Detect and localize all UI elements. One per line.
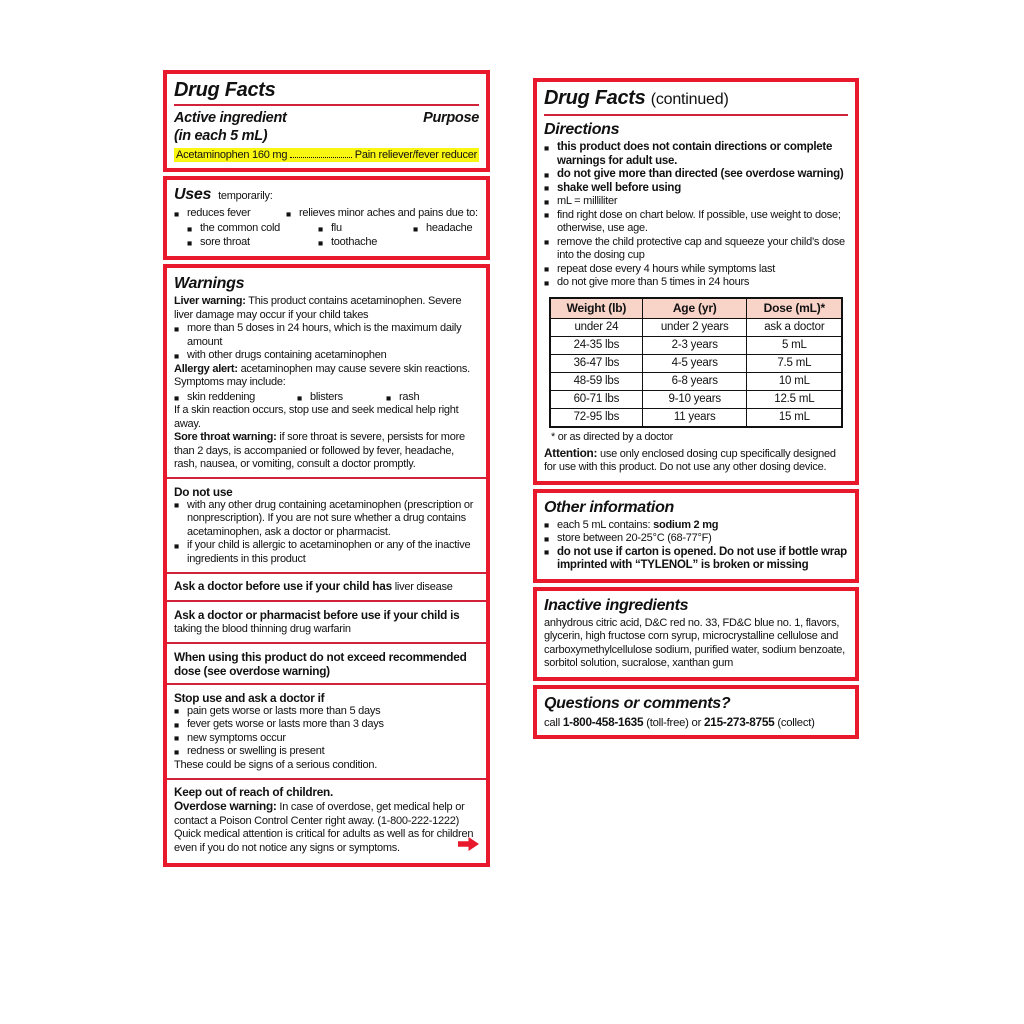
- uses-box: [163, 176, 490, 260]
- table-row: [550, 372, 843, 390]
- uses-subheading: temporarily:: [218, 190, 273, 202]
- title-rule: [544, 114, 848, 116]
- table-cell: under 2 years: [643, 318, 747, 336]
- table-header-weight: Weight (lb): [550, 298, 643, 319]
- table-cell: under 24: [550, 318, 643, 336]
- list-item: ■ repeat dose every 4 hours while symptoms last: [544, 263, 848, 277]
- liver-warning-bullets: [174, 322, 479, 363]
- list-item: ■ more than 5 doses in 24 hours, which is the maximum daily amount: [174, 322, 479, 349]
- allergy-symptoms-row: ■ skin reddening ■ blisters ■ rash: [174, 390, 479, 405]
- list-item: ■ fever gets worse or lasts more than 3 days: [174, 718, 479, 732]
- keep-out-section: [174, 784, 479, 858]
- list-item: ■ new symptoms occur: [174, 732, 479, 746]
- drug-facts-continued-title: Drug Facts (continued): [544, 87, 729, 109]
- other-information-box: [533, 489, 859, 583]
- ask-pharmacist-section: [174, 606, 479, 638]
- section-divider: [167, 572, 486, 574]
- table-row: [550, 336, 843, 354]
- purpose-value: Pain reliever/fever reducer: [354, 149, 477, 161]
- inactive-ingredients-heading: Inactive ingredients: [544, 596, 689, 614]
- ingredient-name: Acetaminophen 160 mg: [176, 149, 288, 161]
- warnings-box: [163, 264, 490, 868]
- sodium-amount: sodium 2 mg: [653, 518, 719, 531]
- list-item: ■ each 5 mL contains: sodium 2 mg: [544, 519, 848, 533]
- table-cell: 4-5 years: [643, 354, 747, 372]
- drug-facts-title: Drug Facts: [174, 79, 276, 101]
- other-information-heading: Other information: [544, 498, 675, 516]
- inactive-ingredients-box: [533, 587, 859, 681]
- list-item: ■ redness or swelling is present: [174, 745, 479, 759]
- stop-use-footer: These could be signs of a serious condition.: [174, 758, 378, 771]
- section-divider: [167, 477, 486, 479]
- liver-warning-text: This product contains acetaminophen. Severe liver damage may occur if your child takes: [174, 295, 462, 321]
- list-item: ■ find right dose on chart below. If possible, use weight to dose; otherwise, use age.: [544, 209, 848, 236]
- list-item: ■ with other drugs containing acetaminophen: [174, 349, 479, 363]
- table-cell: 15 mL: [747, 408, 843, 427]
- list-item: ■ remove the child protective cap and squeeze your child’s dose into the dosing cup: [544, 236, 848, 263]
- table-cell: 6-8 years: [643, 372, 747, 390]
- list-item: ■ do not give more than 5 times in 24 hours: [544, 276, 848, 290]
- table-row: [550, 354, 843, 372]
- list-item: ■ do not give more than directed (see overdose warning): [544, 168, 848, 182]
- attention-label: Attention:: [544, 445, 598, 460]
- ask-doctor-section: [174, 578, 479, 597]
- when-using-section: [174, 648, 479, 679]
- phone-toll-free: 1-800-458-1635: [562, 714, 644, 729]
- table-cell: 7.5 mL: [747, 354, 843, 372]
- list-item: ■ this product does not contain directions or complete warnings for adult use.: [544, 141, 848, 168]
- sore-throat-text: if sore throat is severe, persists for more than 2 days, is accompanied or followed by fever, headache, rash, nausea, or vomiting, consult a doctor promptly.: [174, 431, 465, 470]
- attention-text: use only enclosed dosing cup specifically designed for use with this product. Do not use any other dosing device.: [544, 447, 836, 473]
- table-cell: 60-71 lbs: [550, 390, 643, 408]
- stop-use-section: [174, 689, 479, 774]
- dosing-table: [549, 297, 844, 428]
- table-cell: 48-59 lbs: [550, 372, 643, 390]
- warnings-heading: Warnings: [174, 275, 245, 292]
- section-divider: [167, 683, 486, 685]
- table-footnote: * or as directed by a doctor: [551, 430, 674, 443]
- purpose-heading: Purpose: [423, 110, 479, 126]
- inactive-ingredients-text: anhydrous citric acid, D&C red no. 33, FD&C blue no. 1, flavors, glycerin, high fructose corn syrup, microcrystalline cellulose and carboxymethylcellulose sodium, purified water, sodium benzoate, sorbitol solution, sucralose, xanthan gum: [544, 616, 845, 669]
- list-item: ■ shake well before using: [544, 182, 848, 196]
- liver-warning-label: Liver warning:: [174, 295, 246, 307]
- dotted-leader: [290, 157, 352, 158]
- table-header-row: [550, 298, 843, 319]
- uses-row-3: ■ sore throat ■ toothache: [187, 235, 479, 250]
- do-not-use-heading: Do not use: [174, 484, 233, 499]
- table-cell: ask a doctor: [747, 318, 843, 336]
- active-ingredient-highlight: [174, 148, 479, 162]
- warnings-section: [174, 272, 479, 474]
- active-ingredient-heading: Active ingredient (in each 5 mL): [174, 110, 287, 144]
- list-item: ■ do not use if carton is opened. Do not use if bottle wrap imprinted with “TYLENOL” is broken or missing: [544, 546, 848, 573]
- section-divider: [167, 778, 486, 780]
- title-rule: [174, 104, 479, 106]
- drug-facts-panel-left: [163, 70, 490, 867]
- continue-arrow-icon: [458, 837, 479, 856]
- when-using-text: When using this product do not exceed recommended dose (see overdose warning): [174, 649, 467, 678]
- uses-row-2: ■ the common cold ■ flu ■ headache: [187, 221, 479, 236]
- ask-doctor-rest: liver disease: [394, 581, 453, 593]
- table-cell: 9-10 years: [643, 390, 747, 408]
- active-ingredient-header: [174, 110, 479, 145]
- table-cell: 12.5 mL: [747, 390, 843, 408]
- table-cell: 72-95 lbs: [550, 408, 643, 427]
- directions-heading: Directions: [544, 121, 620, 138]
- questions-box: [533, 685, 859, 739]
- allergy-alert-label: Allergy alert:: [174, 362, 238, 375]
- list-item: ■ store between 20-25°C (68-77°F): [544, 532, 848, 546]
- sore-throat-label: Sore throat warning:: [174, 431, 277, 443]
- ask-doctor-bold: Ask a doctor before use if your child has: [174, 579, 392, 593]
- table-cell: 24-35 lbs: [550, 336, 643, 354]
- section-divider: [167, 600, 486, 602]
- list-item: ■ pain gets worse or lasts more than 5 days: [174, 705, 479, 719]
- drug-facts-panel-right: [533, 78, 859, 739]
- allergy-alert-text: acetaminophen may cause severe skin reactions. Symptoms may include:: [174, 362, 470, 388]
- section-divider: [167, 642, 486, 644]
- table-cell: 10 mL: [747, 372, 843, 390]
- continued-label: (continued): [650, 91, 729, 108]
- do-not-use-section: [174, 483, 479, 568]
- overdose-warning-label: Overdose warning:: [174, 799, 277, 813]
- ask-pharmacist-bold: Ask a doctor or pharmacist before use if your child is: [174, 607, 460, 622]
- directions-list: [544, 141, 848, 290]
- list-item: ■ with any other drug containing acetaminophen (prescription or nonprescription). If you are not sure whether a drug contains acetaminophen, ask a doctor or pharmacist.: [174, 499, 479, 540]
- uses-row-1: ■ reduces fever ■ relieves minor aches and pains due to:: [174, 206, 479, 221]
- uses-heading: Uses: [174, 186, 212, 203]
- phone-collect: 215-273-8755: [703, 714, 775, 729]
- keep-out-heading: Keep out of reach of children.: [174, 785, 333, 799]
- table-row: [550, 408, 843, 427]
- table-row: [550, 318, 843, 336]
- directions-box: [533, 78, 859, 485]
- questions-phone-line: call 1-800-458-1635 (toll-free) or 215-273-8755 (collect): [544, 714, 815, 729]
- stop-use-heading: Stop use and ask a doctor if: [174, 690, 325, 705]
- questions-heading: Questions or comments?: [544, 694, 731, 712]
- list-item: ■ mL = milliliter: [544, 195, 848, 209]
- allergy-footer: If a skin reaction occurs, stop use and seek medical help right away.: [174, 404, 459, 430]
- table-cell: 2-3 years: [643, 336, 747, 354]
- table-header-age: Age (yr): [643, 298, 747, 319]
- table-cell: 11 years: [643, 408, 747, 427]
- table-cell: 36-47 lbs: [550, 354, 643, 372]
- table-cell: 5 mL: [747, 336, 843, 354]
- ask-pharmacist-rest: taking the blood thinning drug warfarin: [174, 623, 351, 635]
- active-ingredient-box: [163, 70, 490, 172]
- overdose-warning-text: In case of overdose, get medical help or contact a Poison Control Center right away. (1-800-222-1222) Quick medical attention is critical for adults as well as for children even if you do not notice any signs or symptoms.: [174, 801, 474, 854]
- list-item: ■ if your child is allergic to acetaminophen or any of the inactive ingredients in this product: [174, 539, 479, 566]
- table-row: [550, 390, 843, 408]
- table-header-dose: Dose (mL)*: [747, 298, 843, 319]
